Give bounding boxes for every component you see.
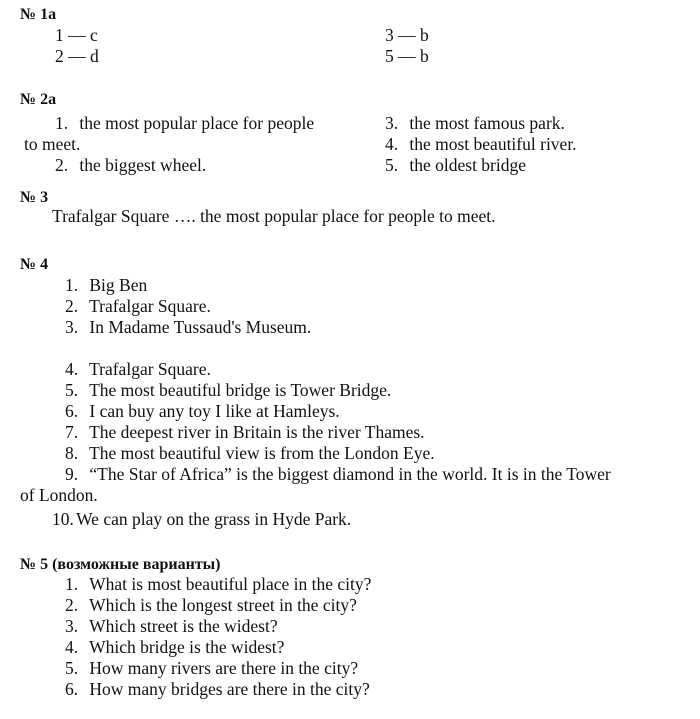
exercise-title: № 1a	[20, 6, 57, 23]
list-item: 4. the most beautiful river.	[385, 134, 577, 154]
list-item: 5. How many rivers are there in the city?	[65, 658, 359, 678]
list-item: 1. Big Ben	[65, 275, 148, 295]
list-item: 6. How many bridges are there in the city?	[65, 679, 370, 699]
list-item: 8. The most beautiful view is from the London Eye.	[65, 443, 435, 463]
list-item: 4. Which bridge is the widest?	[65, 637, 285, 657]
answer: 1 — c	[55, 25, 98, 45]
list-item: 2. Trafalgar Square.	[65, 296, 211, 316]
exercise-title: № 2a	[20, 91, 57, 108]
list-item: 7. The deepest river in Britain is the river Thames.	[65, 422, 425, 442]
list-item: 1. the most popular place for people	[55, 113, 315, 133]
list-item: 2. Which is the longest street in the city?	[65, 595, 357, 615]
list-item: 3. the most famous park.	[385, 113, 565, 133]
list-item: 2. the biggest wheel.	[55, 155, 207, 175]
list-item: 6. I can buy any toy I like at Hamleys.	[65, 401, 340, 421]
answer: 5 — b	[385, 46, 429, 66]
list-item: 10. We can play on the grass in Hyde Park.	[52, 509, 352, 529]
list-item: 3. In Madame Tussaud's Museum.	[65, 317, 312, 337]
list-item: 9. “The Star of Africa” is the biggest diamond in the world. It is in the Tower	[65, 464, 611, 484]
answer: 3 — b	[385, 25, 429, 45]
list-item-continuation: of London.	[20, 485, 98, 505]
list-item-continuation: to meet.	[24, 134, 81, 154]
exercise-title: № 3	[20, 189, 49, 206]
list-item: 4. Trafalgar Square.	[65, 359, 211, 379]
list-item: 1. What is most beautiful place in the city?	[65, 574, 372, 594]
answer: 2 — d	[55, 46, 99, 66]
list-item: 5. the oldest bridge	[385, 155, 527, 175]
answer-text: Trafalgar Square …. the most popular place for people to meet.	[52, 206, 496, 226]
list-item: 3. Which street is the widest?	[65, 616, 278, 636]
exercise-title: № 5 (возможные варианты)	[20, 556, 221, 573]
list-item: 5. The most beautiful bridge is Tower Bridge.	[65, 380, 392, 400]
exercise-title: № 4	[20, 256, 49, 273]
